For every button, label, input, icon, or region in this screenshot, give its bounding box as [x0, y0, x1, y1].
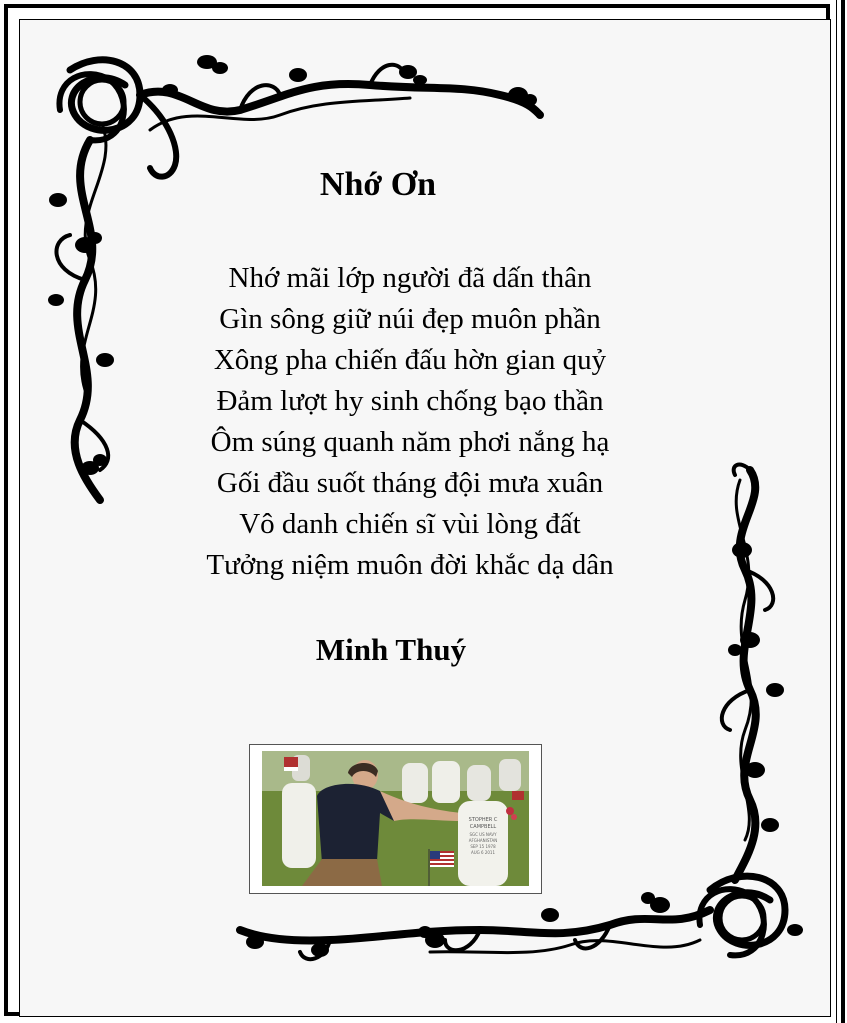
poem-line: Ôm súng quanh năm phơi nắng hạ: [210, 426, 610, 458]
poem-line: Vô danh chiến sĩ vùi lòng đất: [239, 508, 581, 540]
poem-line: Gối đầu suốt tháng đội mưa xuân: [216, 467, 604, 499]
headstone-line: CAMPBELL: [469, 824, 497, 830]
outer-right-rule: [841, 0, 845, 1023]
poem-line: Đảm lượt hy sinh chống bạo thần: [216, 385, 604, 417]
poem-author: Minh Thuý: [315, 632, 467, 667]
headstone-line: SGC US NAVY: [469, 832, 497, 837]
poem-line: Xông pha chiến đấu hờn gian quỷ: [213, 344, 607, 376]
headstone-line: AFGHANISTAN: [468, 838, 498, 843]
poem-line: Gìn sông giữ núi đẹp muôn phần: [219, 303, 601, 335]
headstone-line: STOPHER C: [468, 817, 498, 823]
poem-title: Nhớ Ơn: [319, 166, 437, 203]
inner-right-rule: [836, 0, 837, 1023]
headstone-line: SEP 15 1978: [470, 844, 496, 849]
memorial-photo-frame: [249, 744, 542, 894]
memorial-photo: [262, 751, 529, 886]
poem-line: Nhớ mãi lớp người đã dấn thân: [228, 262, 592, 294]
poem-body: [140, 258, 680, 586]
poem-line: Tưởng niệm muôn đời khắc dạ dân: [206, 549, 614, 581]
headstone-line: AUG 6 2011: [470, 850, 496, 855]
